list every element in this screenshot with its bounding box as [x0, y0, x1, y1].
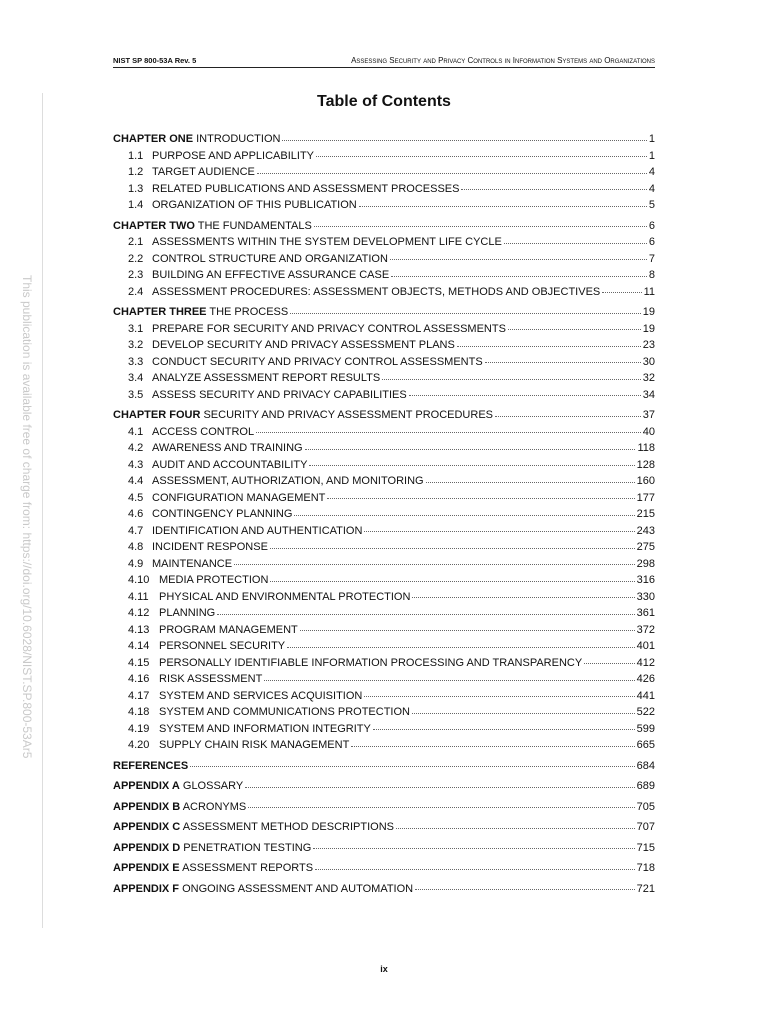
page-number: ix — [380, 964, 388, 974]
toc-entry-title: CONDUCT SECURITY AND PRIVACY CONTROL ASSESSMENTS — [152, 355, 483, 368]
toc-section-entry[interactable] — [113, 622, 655, 639]
dot-leader — [327, 497, 634, 499]
toc-entry-title: ASSESSMENT, AUTHORIZATION, AND MONITORING — [152, 475, 424, 487]
dot-leader — [409, 394, 641, 396]
dot-leader — [415, 888, 635, 890]
header-doc-title: Assessing Security and Privacy Controls in Information Systems and Organizations — [351, 56, 655, 65]
toc-chapter-entry[interactable] — [113, 304, 655, 321]
dot-leader — [300, 629, 635, 631]
toc-page-number: 34 — [642, 388, 655, 401]
toc-chapter-label: CHAPTER FOUR — [113, 409, 201, 421]
toc-entry-title: PENETRATION TESTING — [180, 841, 312, 854]
dot-leader — [364, 695, 634, 697]
toc-entry-title: ASSESSMENT PROCEDURES: ASSESSMENT OBJECTS, METHODS AND OBJECTIVES — [152, 285, 601, 298]
toc-section-entry[interactable] — [113, 671, 655, 688]
toc-section-number: 4.8 — [128, 541, 144, 553]
toc-section-number: 4.5 — [128, 491, 144, 504]
toc-page-number: 160 — [636, 475, 655, 487]
availability-watermark: This publication is available free of charge from: https://doi.org/10.6028/NIST.SP.800-53Ar5 — [20, 275, 34, 759]
toc-section-entry[interactable] — [113, 387, 655, 404]
toc-section-entry[interactable] — [113, 148, 655, 165]
dot-leader — [390, 258, 647, 260]
toc-entry-title: AWARENESS AND TRAINING — [152, 442, 303, 454]
toc-page-number: 40 — [642, 425, 655, 438]
toc-page-number: 37 — [642, 409, 655, 421]
dot-leader — [359, 205, 647, 207]
toc-section-entry[interactable] — [113, 721, 655, 738]
toc-page-number: 705 — [636, 800, 655, 813]
dot-leader — [412, 712, 635, 714]
toc-entry-title: RISK ASSESSMENT — [159, 673, 263, 685]
toc-section-entry[interactable] — [113, 704, 655, 721]
toc-section-number: 3.2 — [128, 339, 144, 351]
toc-chapter-label: APPENDIX B — [113, 800, 181, 813]
toc-section-number: 4.18 — [128, 706, 150, 718]
toc-page-number: 599 — [636, 722, 655, 735]
toc-chapter-label: APPENDIX C — [113, 821, 181, 833]
toc-section-entry[interactable] — [113, 490, 655, 507]
dot-leader — [264, 679, 634, 681]
toc-section-number: 4.12 — [128, 607, 150, 619]
toc-section-number: 2.3 — [128, 269, 144, 281]
toc-page-number: 665 — [636, 739, 655, 751]
toc-page-number: 684 — [636, 759, 655, 772]
toc-chapter-entry[interactable] — [113, 881, 655, 898]
toc-chapter-entry[interactable] — [113, 860, 655, 877]
dot-leader — [461, 188, 646, 190]
toc-chapter-label: CHAPTER TWO — [113, 219, 195, 232]
toc-page-number: 441 — [636, 689, 655, 702]
toc-entry-title: ASSESS SECURITY AND PRIVACY CAPABILITIES — [152, 388, 407, 401]
toc-page-number: 215 — [636, 508, 655, 520]
dot-leader — [309, 464, 634, 466]
toc-section-number: 2.1 — [128, 236, 144, 248]
dot-leader — [234, 563, 635, 565]
toc-page-number: 32 — [642, 372, 655, 384]
dot-leader — [257, 172, 647, 174]
toc-page-number: 715 — [636, 841, 655, 854]
dot-leader — [316, 155, 647, 157]
toc-chapter-entry[interactable] — [113, 131, 655, 148]
toc-page-number: 128 — [636, 458, 655, 471]
toc-page-number: 118 — [637, 442, 655, 454]
toc-entry-title: SYSTEM AND INFORMATION INTEGRITY — [159, 722, 371, 735]
toc-section-number: 1.4 — [128, 199, 144, 211]
toc-section-entry[interactable] — [113, 737, 655, 754]
dot-leader — [256, 431, 641, 433]
toc-entry-title: ASSESSMENTS WITHIN THE SYSTEM DEVELOPMENT LIFE CYCLE — [152, 236, 502, 248]
toc-entry-title: PERSONALLY IDENTIFIABLE INFORMATION PROCESSING AND TRANSPARENCY — [159, 656, 583, 669]
toc-entry-title: AUDIT AND ACCOUNTABILITY — [152, 458, 308, 471]
dot-leader — [382, 378, 641, 380]
toc-section-number: 4.17 — [128, 689, 150, 702]
toc-chapter-label: APPENDIX A — [113, 780, 180, 792]
toc-chapter-label: APPENDIX F — [113, 882, 180, 895]
dot-leader — [290, 312, 641, 314]
toc-section-entry[interactable] — [113, 572, 655, 589]
toc-section-entry[interactable] — [113, 267, 655, 284]
toc-page-number: 7 — [648, 252, 655, 265]
toc-page-number: 298 — [636, 557, 655, 570]
dot-leader — [315, 868, 635, 870]
toc-entry-title: BUILDING AN EFFECTIVE ASSURANCE CASE — [152, 269, 390, 281]
toc-page-number: 1 — [648, 133, 655, 145]
toc-section-number: 2.4 — [128, 285, 144, 298]
toc-page-number: 6 — [648, 219, 655, 232]
toc-section-entry[interactable] — [113, 284, 655, 301]
toc-page-number: 4 — [648, 166, 655, 178]
dot-leader — [426, 481, 635, 483]
toc-page-number: 243 — [636, 524, 655, 537]
toc-section-entry[interactable] — [113, 655, 655, 672]
toc-chapter-entry[interactable] — [113, 840, 655, 857]
toc-chapter-label: CHAPTER ONE — [113, 133, 194, 145]
dot-leader — [485, 361, 641, 363]
dot-leader — [282, 139, 646, 141]
dot-leader — [391, 275, 647, 277]
dot-leader — [351, 745, 634, 747]
dot-leader — [364, 530, 634, 532]
toc-section-entry[interactable] — [113, 370, 655, 387]
toc-entry-title: THE PROCESS — [206, 306, 289, 318]
toc-entry-title: ONGOING ASSESSMENT AND AUTOMATION — [179, 882, 414, 895]
toc-section-number: 2.2 — [128, 252, 144, 265]
running-header — [113, 45, 655, 68]
dot-leader — [373, 728, 635, 730]
toc-section-number: 4.15 — [128, 656, 150, 669]
toc-section-entry[interactable] — [113, 539, 655, 556]
toc-section-entry[interactable] — [113, 181, 655, 198]
toc-entry-title: PHYSICAL AND ENVIRONMENTAL PROTECTION — [159, 590, 411, 603]
toc-section-entry[interactable] — [113, 164, 655, 181]
toc-section-entry[interactable] — [113, 457, 655, 474]
toc-section-number: 4.1 — [128, 425, 144, 438]
toc-entry-title: SECURITY AND PRIVACY ASSESSMENT PROCEDURES — [200, 409, 493, 421]
toc-page-number: 275 — [636, 541, 655, 553]
toc-entry-title: ASSESSMENT REPORTS — [179, 862, 314, 874]
toc-section-number: 4.3 — [128, 458, 144, 471]
toc-page-number: 718 — [636, 862, 655, 874]
toc-section-entry[interactable] — [113, 234, 655, 251]
toc-section-number: 1.3 — [128, 182, 144, 195]
dot-leader — [313, 847, 634, 849]
toc-page-number: 372 — [636, 623, 655, 636]
dot-leader — [504, 242, 647, 244]
toc-entry-title: MAINTENANCE — [152, 557, 233, 570]
table-of-contents — [113, 131, 655, 897]
toc-chapter-entry[interactable] — [113, 778, 655, 795]
toc-chapter-entry[interactable] — [113, 218, 655, 235]
toc-page-number: 361 — [636, 607, 655, 619]
toc-page-number: 316 — [636, 574, 655, 586]
toc-entry-title: IDENTIFICATION AND AUTHENTICATION — [152, 524, 363, 537]
toc-entry-title: SUPPLY CHAIN RISK MANAGEMENT — [159, 739, 350, 751]
toc-chapter-label: REFERENCES — [113, 759, 189, 772]
toc-entry-title: RELATED PUBLICATIONS AND ASSESSMENT PROCESSES — [152, 182, 460, 195]
toc-section-number: 4.4 — [128, 475, 144, 487]
toc-page-number: 707 — [636, 821, 655, 833]
toc-page-number: 11 — [643, 285, 655, 298]
toc-page-number: 330 — [636, 590, 655, 603]
toc-entry-title: ACRONYMS — [180, 800, 247, 813]
toc-entry-title: THE FUNDAMENTALS — [194, 219, 312, 232]
dot-leader — [495, 415, 641, 417]
toc-page-number: 23 — [642, 339, 655, 351]
toc-section-number: 1.2 — [128, 166, 144, 178]
toc-chapter-label: CHAPTER THREE — [113, 306, 207, 318]
toc-section-number: 4.7 — [128, 524, 144, 537]
toc-entry-title: ANALYZE ASSESSMENT REPORT RESULTS — [152, 372, 381, 384]
margin-rule — [42, 93, 43, 928]
toc-section-entry[interactable] — [113, 424, 655, 441]
toc-section-entry[interactable] — [113, 605, 655, 622]
toc-entry-title: SYSTEM AND SERVICES ACQUISITION — [159, 689, 363, 702]
toc-entry-title: ACCESS CONTROL — [152, 425, 255, 438]
toc-chapter-entry[interactable] — [113, 407, 655, 424]
toc-page-number: 30 — [642, 355, 655, 368]
toc-chapter-label: APPENDIX E — [113, 862, 180, 874]
dot-leader — [314, 225, 647, 227]
toc-entry-title: PREPARE FOR SECURITY AND PRIVACY CONTROL ASSESSMENTS — [152, 322, 506, 335]
toc-entry-title: CONFIGURATION MANAGEMENT — [152, 491, 326, 504]
dot-leader — [396, 827, 635, 829]
toc-page-number: 4 — [648, 182, 655, 195]
toc-entry-title: PERSONNEL SECURITY — [159, 640, 286, 652]
toc-section-number: 4.13 — [128, 623, 150, 636]
toc-section-number: 4.6 — [128, 508, 144, 520]
toc-section-entry[interactable] — [113, 556, 655, 573]
dot-leader — [294, 514, 634, 516]
toc-page-number: 412 — [636, 656, 655, 669]
toc-section-entry[interactable] — [113, 688, 655, 705]
toc-section-entry[interactable] — [113, 638, 655, 655]
toc-page-number: 1 — [648, 149, 655, 162]
dot-leader — [412, 596, 634, 598]
toc-entry-title: INCIDENT RESPONSE — [152, 541, 268, 553]
toc-section-number: 4.14 — [128, 640, 150, 652]
toc-page-number: 426 — [636, 673, 655, 685]
toc-entry-title: ASSESSMENT METHOD DESCRIPTIONS — [180, 821, 394, 833]
dot-leader — [305, 448, 636, 450]
toc-page-number: 5 — [648, 199, 655, 211]
toc-entry-title: PLANNING — [159, 607, 216, 619]
toc-section-number: 4.16 — [128, 673, 150, 685]
toc-section-number: 4.19 — [128, 722, 150, 735]
toc-section-number: 3.3 — [128, 355, 144, 368]
toc-entry-title: PURPOSE AND APPLICABILITY — [152, 149, 315, 162]
toc-entry-title: SYSTEM AND COMMUNICATIONS PROTECTION — [159, 706, 410, 718]
toc-entry-title: MEDIA PROTECTION — [159, 574, 269, 586]
toc-entry-title: TARGET AUDIENCE — [152, 166, 255, 178]
toc-entry-title: ORGANIZATION OF THIS PUBLICATION — [152, 199, 357, 211]
dot-leader — [270, 547, 635, 549]
page-title: Table of Contents — [317, 93, 451, 110]
toc-entry-title: CONTROL STRUCTURE AND ORGANIZATION — [152, 252, 388, 265]
toc-chapter-label: APPENDIX D — [113, 841, 181, 854]
dot-leader — [457, 345, 641, 347]
toc-page-number: 721 — [636, 882, 655, 895]
toc-page-number: 6 — [648, 236, 655, 248]
toc-section-number: 4.9 — [128, 557, 144, 570]
dot-leader — [584, 662, 634, 664]
toc-section-number: 4.10 — [128, 574, 150, 586]
dot-leader — [245, 786, 634, 788]
toc-section-number: 4.20 — [128, 739, 150, 751]
toc-section-number: 3.4 — [128, 372, 144, 384]
toc-chapter-entry[interactable] — [113, 758, 655, 775]
toc-page-number: 689 — [636, 780, 655, 792]
toc-section-entry[interactable] — [113, 197, 655, 214]
dot-leader — [270, 580, 634, 582]
toc-section-number: 4.11 — [128, 590, 149, 603]
toc-section-entry[interactable] — [113, 523, 655, 540]
dot-leader — [602, 291, 641, 293]
toc-section-number: 1.1 — [128, 149, 144, 162]
toc-entry-title: INTRODUCTION — [193, 133, 281, 145]
toc-section-entry[interactable] — [113, 440, 655, 457]
dot-leader — [217, 613, 634, 615]
toc-section-number: 3.5 — [128, 388, 144, 401]
toc-page-number: 19 — [642, 322, 655, 335]
dot-leader — [248, 806, 634, 808]
dot-leader — [287, 646, 635, 648]
header-doc-id: NIST SP 800-53A Rev. 5 — [113, 56, 197, 65]
toc-page-number: 8 — [648, 269, 655, 281]
toc-page-number: 401 — [636, 640, 655, 652]
toc-section-entry[interactable] — [113, 506, 655, 523]
dot-leader — [190, 765, 634, 767]
toc-section-entry[interactable] — [113, 354, 655, 371]
toc-section-entry[interactable] — [113, 589, 655, 606]
toc-entry-title: CONTINGENCY PLANNING — [152, 508, 293, 520]
toc-page-number: 177 — [636, 491, 655, 504]
toc-section-number: 4.2 — [128, 442, 144, 454]
toc-section-entry[interactable] — [113, 321, 655, 338]
toc-chapter-entry[interactable] — [113, 819, 655, 836]
toc-page-number: 522 — [636, 706, 655, 718]
toc-section-entry[interactable] — [113, 251, 655, 268]
toc-entry-title: PROGRAM MANAGEMENT — [159, 623, 298, 636]
toc-section-number: 3.1 — [128, 322, 144, 335]
toc-page-number: 19 — [642, 306, 655, 318]
toc-chapter-entry[interactable] — [113, 799, 655, 816]
toc-section-entry[interactable] — [113, 473, 655, 490]
toc-entry-title: DEVELOP SECURITY AND PRIVACY ASSESSMENT PLANS — [152, 339, 455, 351]
toc-entry-title: GLOSSARY — [179, 780, 244, 792]
toc-section-entry[interactable] — [113, 337, 655, 354]
dot-leader — [508, 328, 641, 330]
